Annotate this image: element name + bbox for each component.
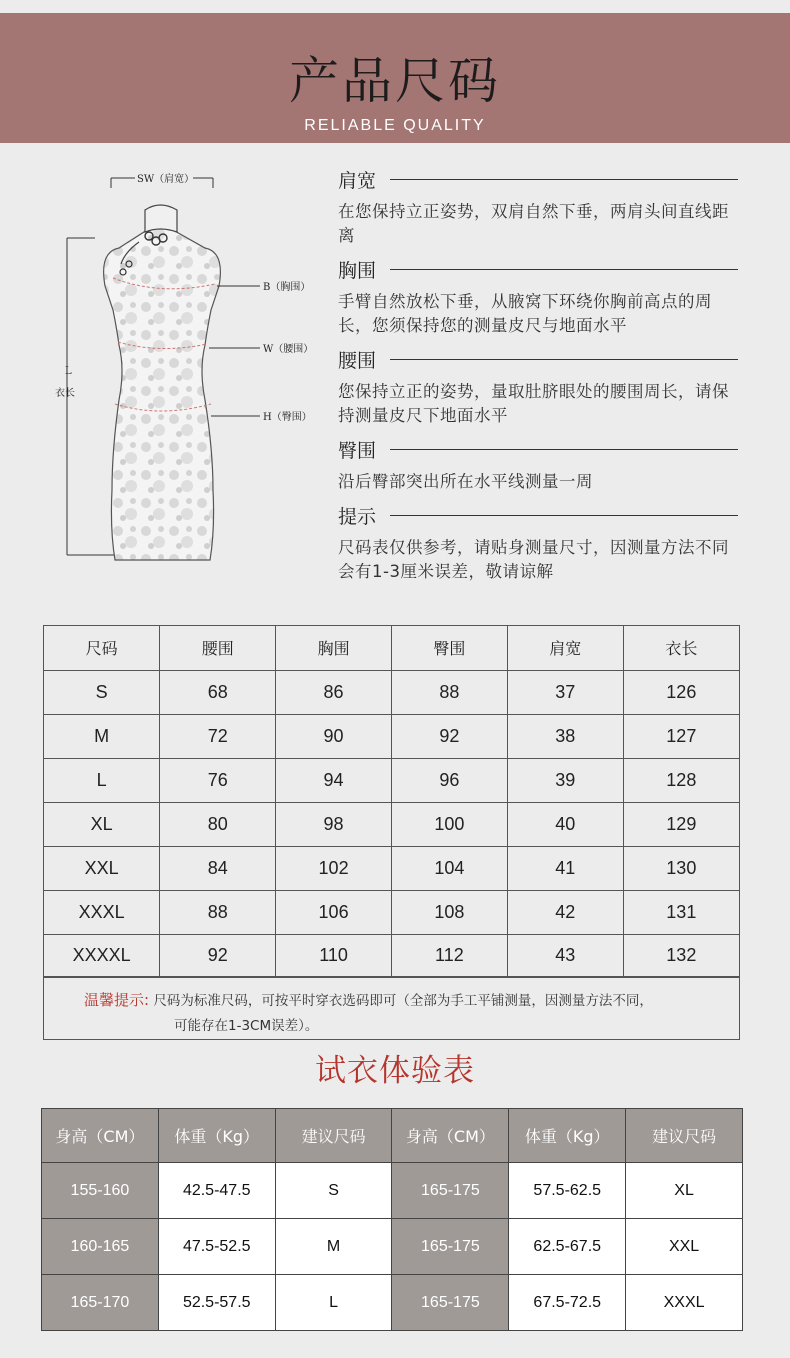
hip-label: H（臀围） <box>263 412 312 423</box>
table-cell: 42 <box>507 890 623 934</box>
guide-hip <box>338 432 738 494</box>
col-header: 身高（CM） <box>42 1109 159 1163</box>
table-cell: XXXL <box>44 890 160 934</box>
guide-title: 腰围 <box>338 349 377 372</box>
table-cell: 106 <box>276 890 392 934</box>
table-cell: S <box>275 1163 392 1219</box>
sw-label: SW（肩宽） <box>137 174 195 185</box>
guide-title: 胸围 <box>338 259 377 282</box>
col-header: 胸围 <box>276 626 392 670</box>
guide-tip <box>338 498 738 584</box>
table-cell: 41 <box>507 846 623 890</box>
col-header: 建议尺码 <box>275 1109 392 1163</box>
guide-desc: 尺码表仅供参考，请贴身测量尺寸，因测量方法不同会有1-3厘米误差，敬请谅解 <box>338 538 729 581</box>
table-cell: 72 <box>160 714 276 758</box>
size-chart-table <box>43 625 740 1040</box>
table-cell: 40 <box>507 802 623 846</box>
table-cell: 165-175 <box>392 1219 509 1275</box>
divider <box>390 269 738 270</box>
table-row <box>44 846 739 890</box>
table-cell: 126 <box>623 670 739 714</box>
table-cell: 98 <box>276 802 392 846</box>
table-cell: 92 <box>391 714 507 758</box>
note-label: 温馨提示: <box>84 990 150 1009</box>
table-cell: 88 <box>160 890 276 934</box>
table-cell: 155-160 <box>42 1163 159 1219</box>
page-subtitle: RELIABLE QUALITY <box>304 117 486 134</box>
divider <box>390 359 738 360</box>
table-cell: 165-175 <box>392 1163 509 1219</box>
table-cell: 108 <box>391 890 507 934</box>
col-header: 身高（CM） <box>392 1109 509 1163</box>
guide-desc: 您保持立正的姿势，量取肚脐眼处的腰围周长，请保持测量皮尺下地面水平 <box>338 382 729 425</box>
table-cell: 129 <box>623 802 739 846</box>
table-cell: 110 <box>276 934 392 976</box>
table-cell: 47.5-52.5 <box>158 1219 275 1275</box>
col-header: 衣长 <box>623 626 739 670</box>
table-cell: 100 <box>391 802 507 846</box>
table-cell: 68 <box>160 670 276 714</box>
table-cell: 127 <box>623 714 739 758</box>
table-cell: 128 <box>623 758 739 802</box>
table-cell: L <box>275 1275 392 1331</box>
guide-shoulder <box>338 162 738 248</box>
table-cell: 84 <box>160 846 276 890</box>
divider <box>390 179 738 180</box>
table-header-row <box>42 1109 743 1163</box>
table-cell: XL <box>44 802 160 846</box>
table-cell: 94 <box>276 758 392 802</box>
table-cell: M <box>44 714 160 758</box>
col-header: 臀围 <box>391 626 507 670</box>
table-cell: 80 <box>160 802 276 846</box>
try-on-title: 试衣体验表 <box>315 1053 475 1089</box>
table-cell: 88 <box>391 670 507 714</box>
note-text: 尺码为标准尺码，可按平时穿衣选码即可（全部为手工平铺测量，因测量方法不同， <box>153 992 653 1009</box>
note-text-2: 可能存在1-3CM误差）。 <box>174 1017 319 1034</box>
length-l-label: L <box>65 366 72 377</box>
header-banner <box>0 13 790 143</box>
table-row <box>44 890 739 934</box>
col-header: 建议尺码 <box>626 1109 743 1163</box>
table-cell: 37 <box>507 670 623 714</box>
table-cell: 131 <box>623 890 739 934</box>
table-cell: 165-170 <box>42 1275 159 1331</box>
table-cell: 90 <box>276 714 392 758</box>
table-cell: 86 <box>276 670 392 714</box>
size-note <box>44 977 739 1039</box>
table-row <box>42 1163 743 1219</box>
table-cell: 104 <box>391 846 507 890</box>
table-cell: XXXL <box>626 1275 743 1331</box>
table-cell: 160-165 <box>42 1219 159 1275</box>
table-cell: 62.5-67.5 <box>509 1219 626 1275</box>
table-cell: 130 <box>623 846 739 890</box>
table-cell: 67.5-72.5 <box>509 1275 626 1331</box>
guide-desc: 沿后臀部突出所在水平线测量一周 <box>338 472 593 491</box>
table-row <box>44 934 739 976</box>
waist-label: W（腰围） <box>263 344 314 355</box>
guide-bust <box>338 252 738 338</box>
table-cell: XXL <box>44 846 160 890</box>
divider <box>390 449 738 450</box>
table-cell: S <box>44 670 160 714</box>
col-header: 腰围 <box>160 626 276 670</box>
table-cell: 52.5-57.5 <box>158 1275 275 1331</box>
table-cell: 76 <box>160 758 276 802</box>
col-header: 体重（Kg） <box>509 1109 626 1163</box>
guide-title: 提示 <box>338 505 377 528</box>
col-header: 尺码 <box>44 626 160 670</box>
guide-desc: 手臂自然放松下垂，从腋窝下环绕你胸前高点的周长，您须保持您的测量皮尺与地面水平 <box>338 292 712 335</box>
page-title: 产品尺码 <box>289 52 501 110</box>
guide-desc: 在您保持立正姿势，双肩自然下垂，两肩头间直线距离 <box>338 202 729 245</box>
table-cell: 96 <box>391 758 507 802</box>
qipao-dress-illustration <box>55 160 345 570</box>
table-cell: XXXXL <box>44 934 160 976</box>
table-row <box>44 758 739 802</box>
table-row <box>44 670 739 714</box>
table-cell: 39 <box>507 758 623 802</box>
length-label: 衣长 <box>55 388 75 399</box>
table-cell: 92 <box>160 934 276 976</box>
try-on-table <box>41 1108 743 1331</box>
table-row <box>44 714 739 758</box>
table-cell: 132 <box>623 934 739 976</box>
measurement-guide <box>338 162 738 588</box>
bust-label: B（胸围） <box>263 282 311 293</box>
col-header: 肩宽 <box>507 626 623 670</box>
divider <box>390 515 738 516</box>
table-cell: 102 <box>276 846 392 890</box>
table-cell: 43 <box>507 934 623 976</box>
guide-title: 臀围 <box>338 439 377 462</box>
table-cell: 38 <box>507 714 623 758</box>
table-cell: 165-175 <box>392 1275 509 1331</box>
table-header-row <box>44 626 739 670</box>
table-row <box>42 1219 743 1275</box>
col-header: 体重（Kg） <box>158 1109 275 1163</box>
guide-title: 肩宽 <box>338 169 377 192</box>
table-cell: XL <box>626 1163 743 1219</box>
table-cell: 112 <box>391 934 507 976</box>
table-cell: XXL <box>626 1219 743 1275</box>
guide-waist <box>338 342 738 428</box>
table-cell: M <box>275 1219 392 1275</box>
table-cell: L <box>44 758 160 802</box>
table-cell: 42.5-47.5 <box>158 1163 275 1219</box>
table-cell: 57.5-62.5 <box>509 1163 626 1219</box>
table-row <box>44 802 739 846</box>
table-row <box>42 1275 743 1331</box>
dress-measurement-figure <box>55 160 345 570</box>
